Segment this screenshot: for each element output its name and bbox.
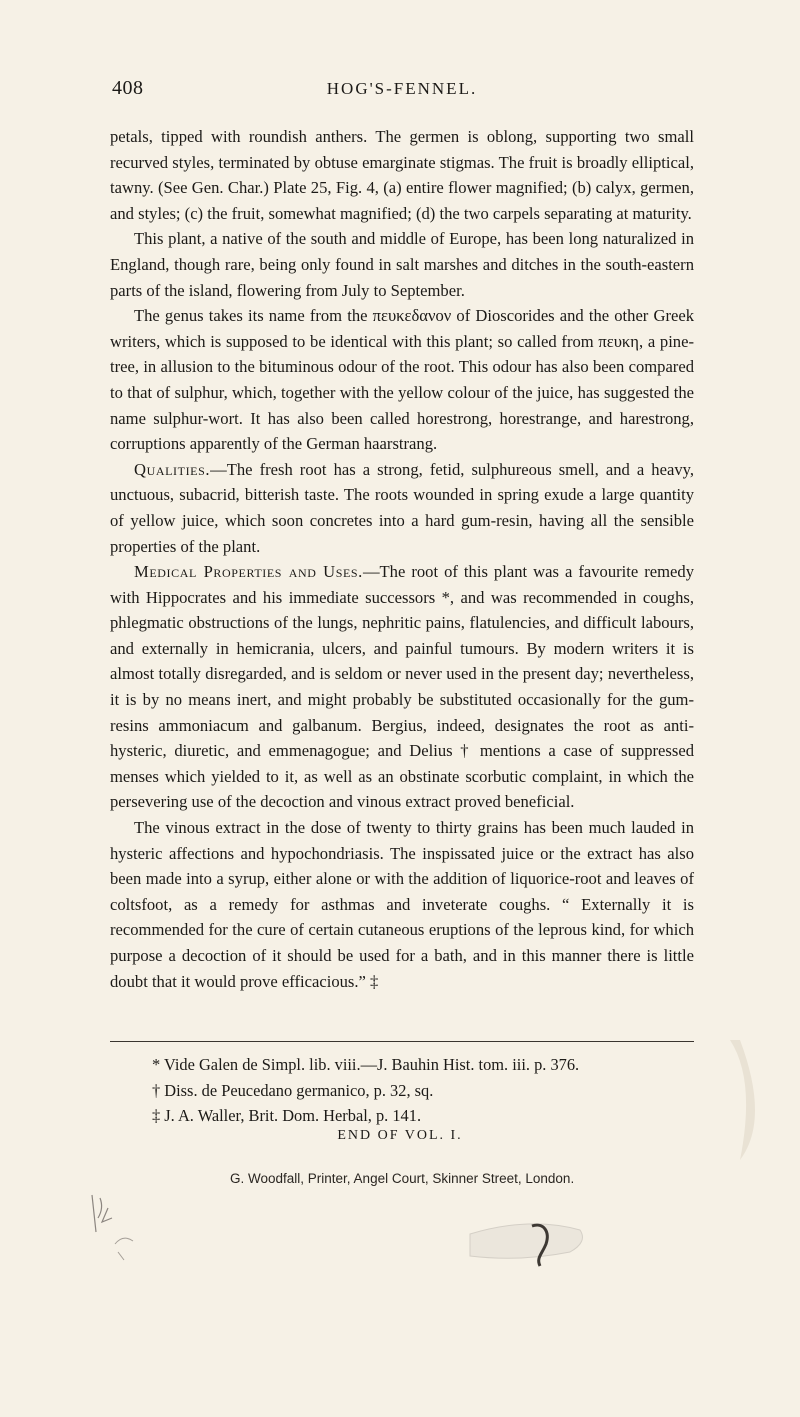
paragraph-qualities: Qualities.—The fresh root has a strong, fetid, sulphureous smell, and a heavy, unctuous, subacrid, bitterish taste. The roots wounded in spring exude a large quantity of yellow juice, which soon concretes into a hard gum-resin, having all the sensible properties of the plant. (110, 459, 694, 556)
paragraph-flower-description: petals, tipped with roundish anthers. The germen is oblong, supporting two small recurved styles, terminated by obtuse emarginate stigmas. The fruit is broadly elliptical, tawny. (See Gen. Char.) Plate 25, Fig. 4, (a) entire flower magnified; (b) calyx, germen, and styles; (c) the fruit, somewhat magnified; (d) the two carpels separating at maturity. (110, 127, 694, 223)
page-number: 408 (112, 77, 144, 99)
paragraph-medical-properties: Medical Properties and Uses.—The root of this plant was a favourite remedy with Hippocrates and his immediate successors *, and was recommended in coughs, phlegmatic obstructions of the lungs, nephritic pains, flatulencies, and difficult labours, and externally in hemicrania, ulcers, and painful tumours. By modern writers it is almost totally disregarded, and is seldom or never used in the present day; nevertheless, it is by no means inert, and might probably be substituted occasionally for the gum-resins ammoniacum and galbanum. Bergius, indeed, designates the root as anti-hysteric, diuretic, and emmenagogue; and Delius † mentions a case of suppressed menses which yielded to it, as well as an obstinate scorbutic complaint, in which the persevering use of the decoction and vinous extract proved beneficial. (110, 562, 694, 812)
pencil-mark (115, 1238, 133, 1260)
running-title: HOG'S-FENNEL. (326, 79, 478, 98)
footnote: † Diss. de Peucedano germanico, p. 32, sq. (152, 1080, 434, 1100)
page-discoloration (730, 1040, 755, 1160)
printer-imprint: G. Woodfall, Printer, Angel Court, Skinner Street, London. (230, 1171, 575, 1186)
section-heading-qualities: Qualities. (134, 459, 211, 479)
paragraph-vinous-extract: The vinous extract in the dose of twenty to thirty grains has been much lauded in hysteric affections and hypochondriasis. The inspissated juice or the extract has also been made into a syrup, either alone or with the addition of liquorice-root and leaves of coltsfoot, as a remedy for asthmas and inveterate coughs. “ Externally it is recommended for the cure of certain cutaneous eruptions of the leprous kind, for which purpose a decoction of it should be used for a bath, and in this manner there is little doubt that it would prove efficacious.” ‡ (110, 818, 694, 991)
section-heading-medical-properties: Medical Properties and Uses. (134, 562, 363, 582)
footnote: * Vide Galen de Simpl. lib. viii.—J. Bauhin Hist. tom. iii. p. 376. (152, 1055, 580, 1074)
end-of-volume: END OF VOL. I. (337, 1128, 463, 1143)
paragraph-habitat: This plant, a native of the south and middle of Europe, has been long naturalized in England, though rare, being only found in salt marshes and ditches in the south-eastern parts of the island, flowering from July to September. (110, 229, 694, 300)
paper-smudge (470, 1224, 582, 1258)
footnote: ‡ J. A. Waller, Brit. Dom. Herbal, p. 141. (152, 1106, 422, 1125)
paragraph-etymology: The genus takes its name from the πευκεδανον of Dioscorides and the other Greek writers, which is supposed to be identical with this plant; so called from πευκη, a pine-tree, in allusion to the bituminous odour of the root. This odour has also been compared to that of sulphur, which, together with the yellow colour of the juice, has suggested the name sulphur-wort. It has also been called horestrong, horestrange, and harestrong, corruptions apparently of the German haarstrang. (110, 306, 694, 454)
pencil-mark (92, 1195, 112, 1232)
